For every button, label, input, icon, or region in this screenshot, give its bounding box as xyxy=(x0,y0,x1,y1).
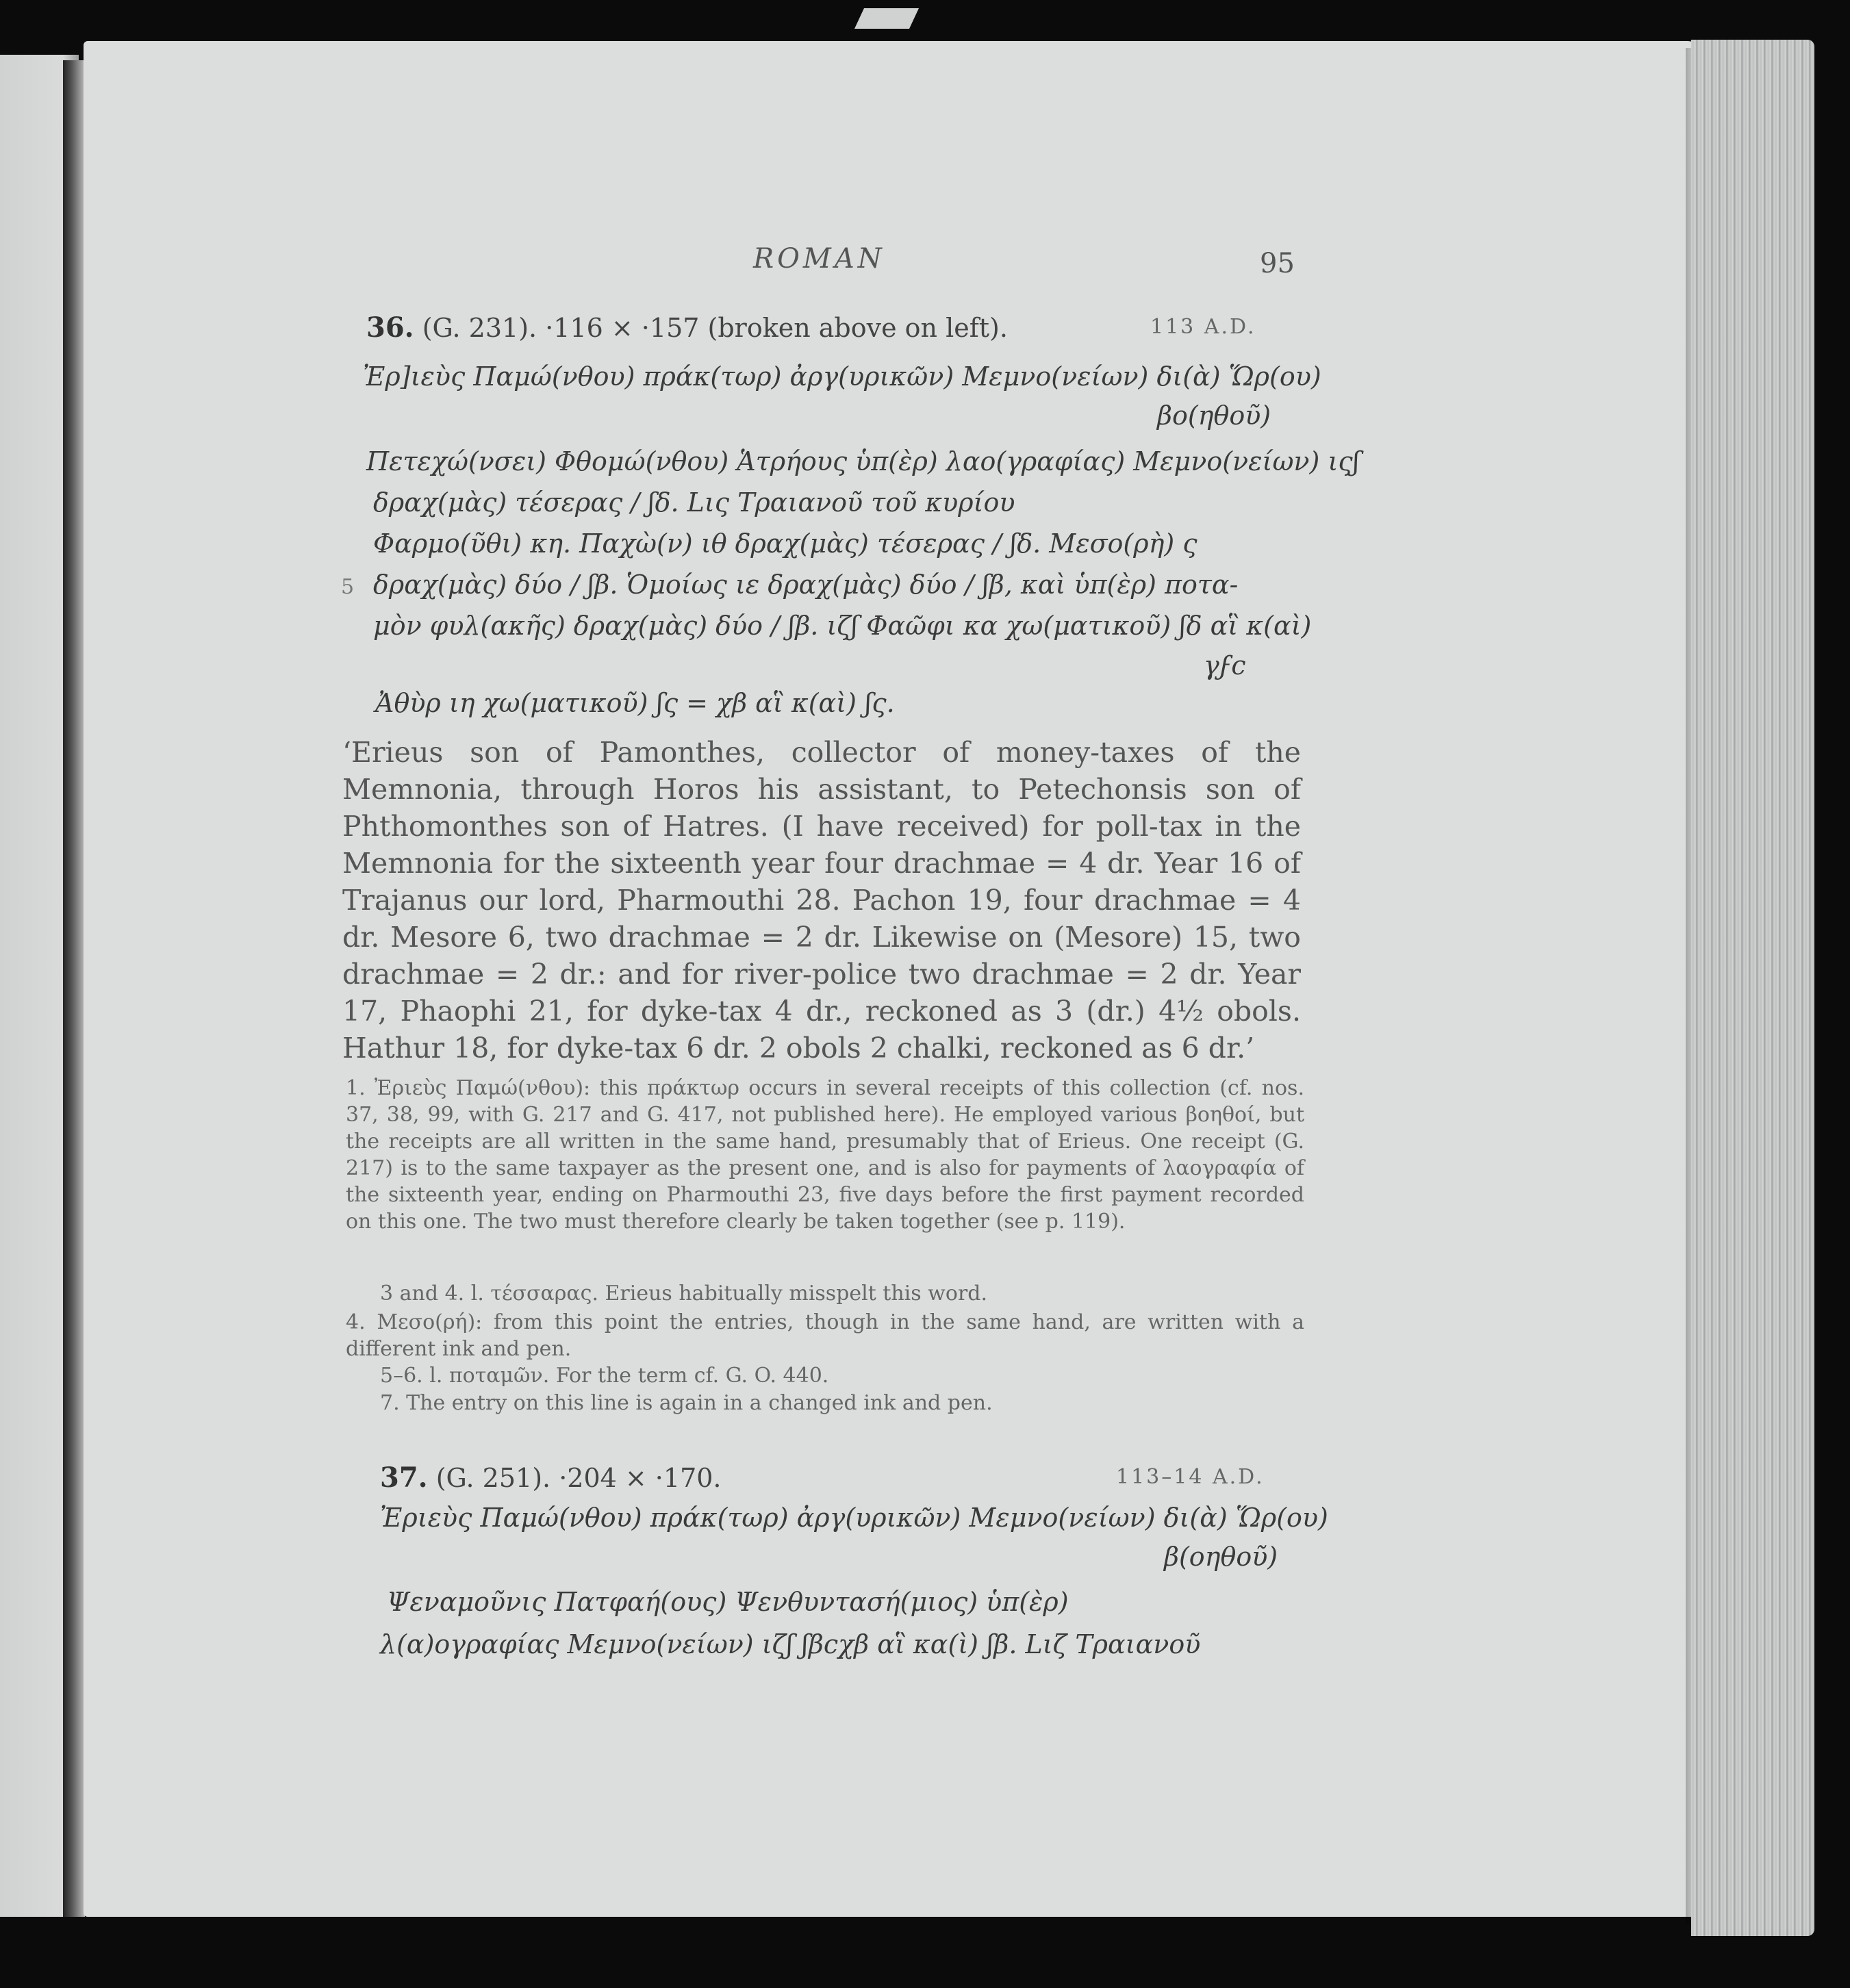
greek-line: μὸν φυλ(ακῆς) δραχ(μὰς) δύο / ʃβ. ιζʃ Φαῶφι κα χω(ματικοῦ) ʃδ αἳ κ(αὶ) xyxy=(373,611,1312,641)
note-3-text: 4. Μεσο(ρή): from this point the entries, though in the same hand, are written with a different ink and pen. xyxy=(346,1310,1304,1361)
greek-line: βο(ηθοῦ) xyxy=(1157,400,1271,431)
greek-line: Πετεχώ(νσει) Φθομώ(νθου) Ἁτρήους ὑπ(ὲρ) λαο(γραφίας) Μεμνο(νείων) ιςʃ xyxy=(366,446,1360,476)
book-gutter xyxy=(63,60,85,1917)
entry-37-number: 37. xyxy=(380,1462,428,1494)
greek-line: β(οηθοῦ) xyxy=(1164,1542,1278,1572)
entry-37-heading xyxy=(380,1462,722,1494)
page-stack-edges xyxy=(1691,40,1814,1936)
note-3 xyxy=(346,1309,1304,1362)
greek-line: δραχ(μὰς) δύο / ʃβ. Ὁμοίως ιε δραχ(μὰς) δύο / ʃβ, καὶ ὑπ(ὲρ) ποτα- xyxy=(373,570,1239,600)
greek-line: δραχ(μὰς) τέσερας / ʃδ. Lις Τραιανοῦ τοῦ κυρίου xyxy=(373,487,1015,518)
entry-37-dims: ·204 × ·170. xyxy=(559,1463,722,1493)
note-1 xyxy=(346,1075,1304,1235)
translation xyxy=(342,734,1301,1067)
bookmark-tab xyxy=(854,8,919,29)
greek-line: Φαρμο(ῦθι) κη. Παχὼ(ν) ιθ δραχ(μὰς) τέσερας / ʃδ. Μεσο(ρὴ) ς xyxy=(373,528,1198,559)
greek-line: Ἀθὺρ ιη χω(ματικοῦ) ʃς = χβ αἳ κ(αὶ) ʃς. xyxy=(375,688,895,718)
greek-line: Ψεναμοῦνις Πατφαή(ους) Ψενθυντασή(μιος) ὑπ(ὲρ) xyxy=(387,1587,1069,1617)
entry-36-number: 36. xyxy=(366,311,414,344)
translation-text: ‘Erieus son of Pamonthes, collector of money-taxes of the Memnonia, through Horos his assistant, to Petechonsis son of Phthomonthes son of Hatres. (I have received) for poll-tax in the Memnonia for the sixteenth year four drachmae = 4 dr. Year 16 of Trajanus our lord, Pharmouthi 28. Pachon 19, four drachmae = 4 dr. Mesore 6, two drachmae = 2 dr. Likewise on (Mesore) 15, two drachmae = 2 dr.: and for river-police two drachmae = 2 dr. Year 17, Phaophi 21, for dyke-tax 4 dr., reckoned as 3 (dr.) 4½ obols. Hathur 18, for dyke-tax 6 dr. 2 obols 2 chalki, reckoned as 6 dr.’ xyxy=(342,736,1301,1065)
note-5: 7. The entry on this line is again in a changed ink and pen. xyxy=(380,1391,993,1415)
entry-36-heading xyxy=(366,311,1008,344)
note-1-text: 1. Ἐριεὺς Παμώ(νθου): this πράκτωρ occurs in several receipts of this collection (cf. nos. 37, 38, 99, with G. 217 and G. 417, not published here). He employed various βοηθοί, but the receipts are all written in the same hand, presumably that of Erieus. One receipt (G. 217) is to the same taxpayer as the present one, and is also for payments of λαογραφία of the sixteenth year, ending on Pharmouthi 23, five days before the first payment recorded on this one. The two must therefore clearly be taken together (see p. 119). xyxy=(346,1076,1304,1234)
entry-36-date: 113 A.D. xyxy=(1150,315,1256,339)
line-number: 5 xyxy=(341,575,355,599)
running-head: ROMAN xyxy=(753,243,885,275)
page-number: 95 xyxy=(1260,248,1295,279)
note-4: 5–6. l. ποταμῶν. For the term cf. G. O. 440. xyxy=(380,1364,829,1388)
note-2: 3 and 4. l. τέσσαρας. Erieus habitually misspelt this word. xyxy=(380,1282,988,1305)
entry-37-ref: (G. 251). xyxy=(435,1463,551,1493)
greek-line: γϝc xyxy=(1204,650,1246,680)
entry-37-date: 113–14 A.D. xyxy=(1116,1465,1265,1489)
entry-36-ref: (G. 231). xyxy=(422,313,537,343)
greek-line: λ(α)ογραφίας Μεμνο(νείων) ιζʃ ʃβcχβ αἳ κα(ὶ) ʃβ. Lιζ Τραιανοῦ xyxy=(380,1629,1201,1659)
greek-line: Ἐριεὺς Παμώ(νθου) πράκ(τωρ) ἀργ(υρικῶν) Μεμνο(νείων) δι(ὰ) Ὥρ(ου) xyxy=(380,1503,1328,1533)
entry-36-dims: ·116 × ·157 (broken above on left). xyxy=(545,313,1008,343)
greek-line: Ἐρ]ιεὺς Παμώ(νθου) πράκ(τωρ) ἀργ(υρικῶν) Μεμνο(νείων) δι(ὰ) Ὥρ(ου) xyxy=(363,361,1321,392)
